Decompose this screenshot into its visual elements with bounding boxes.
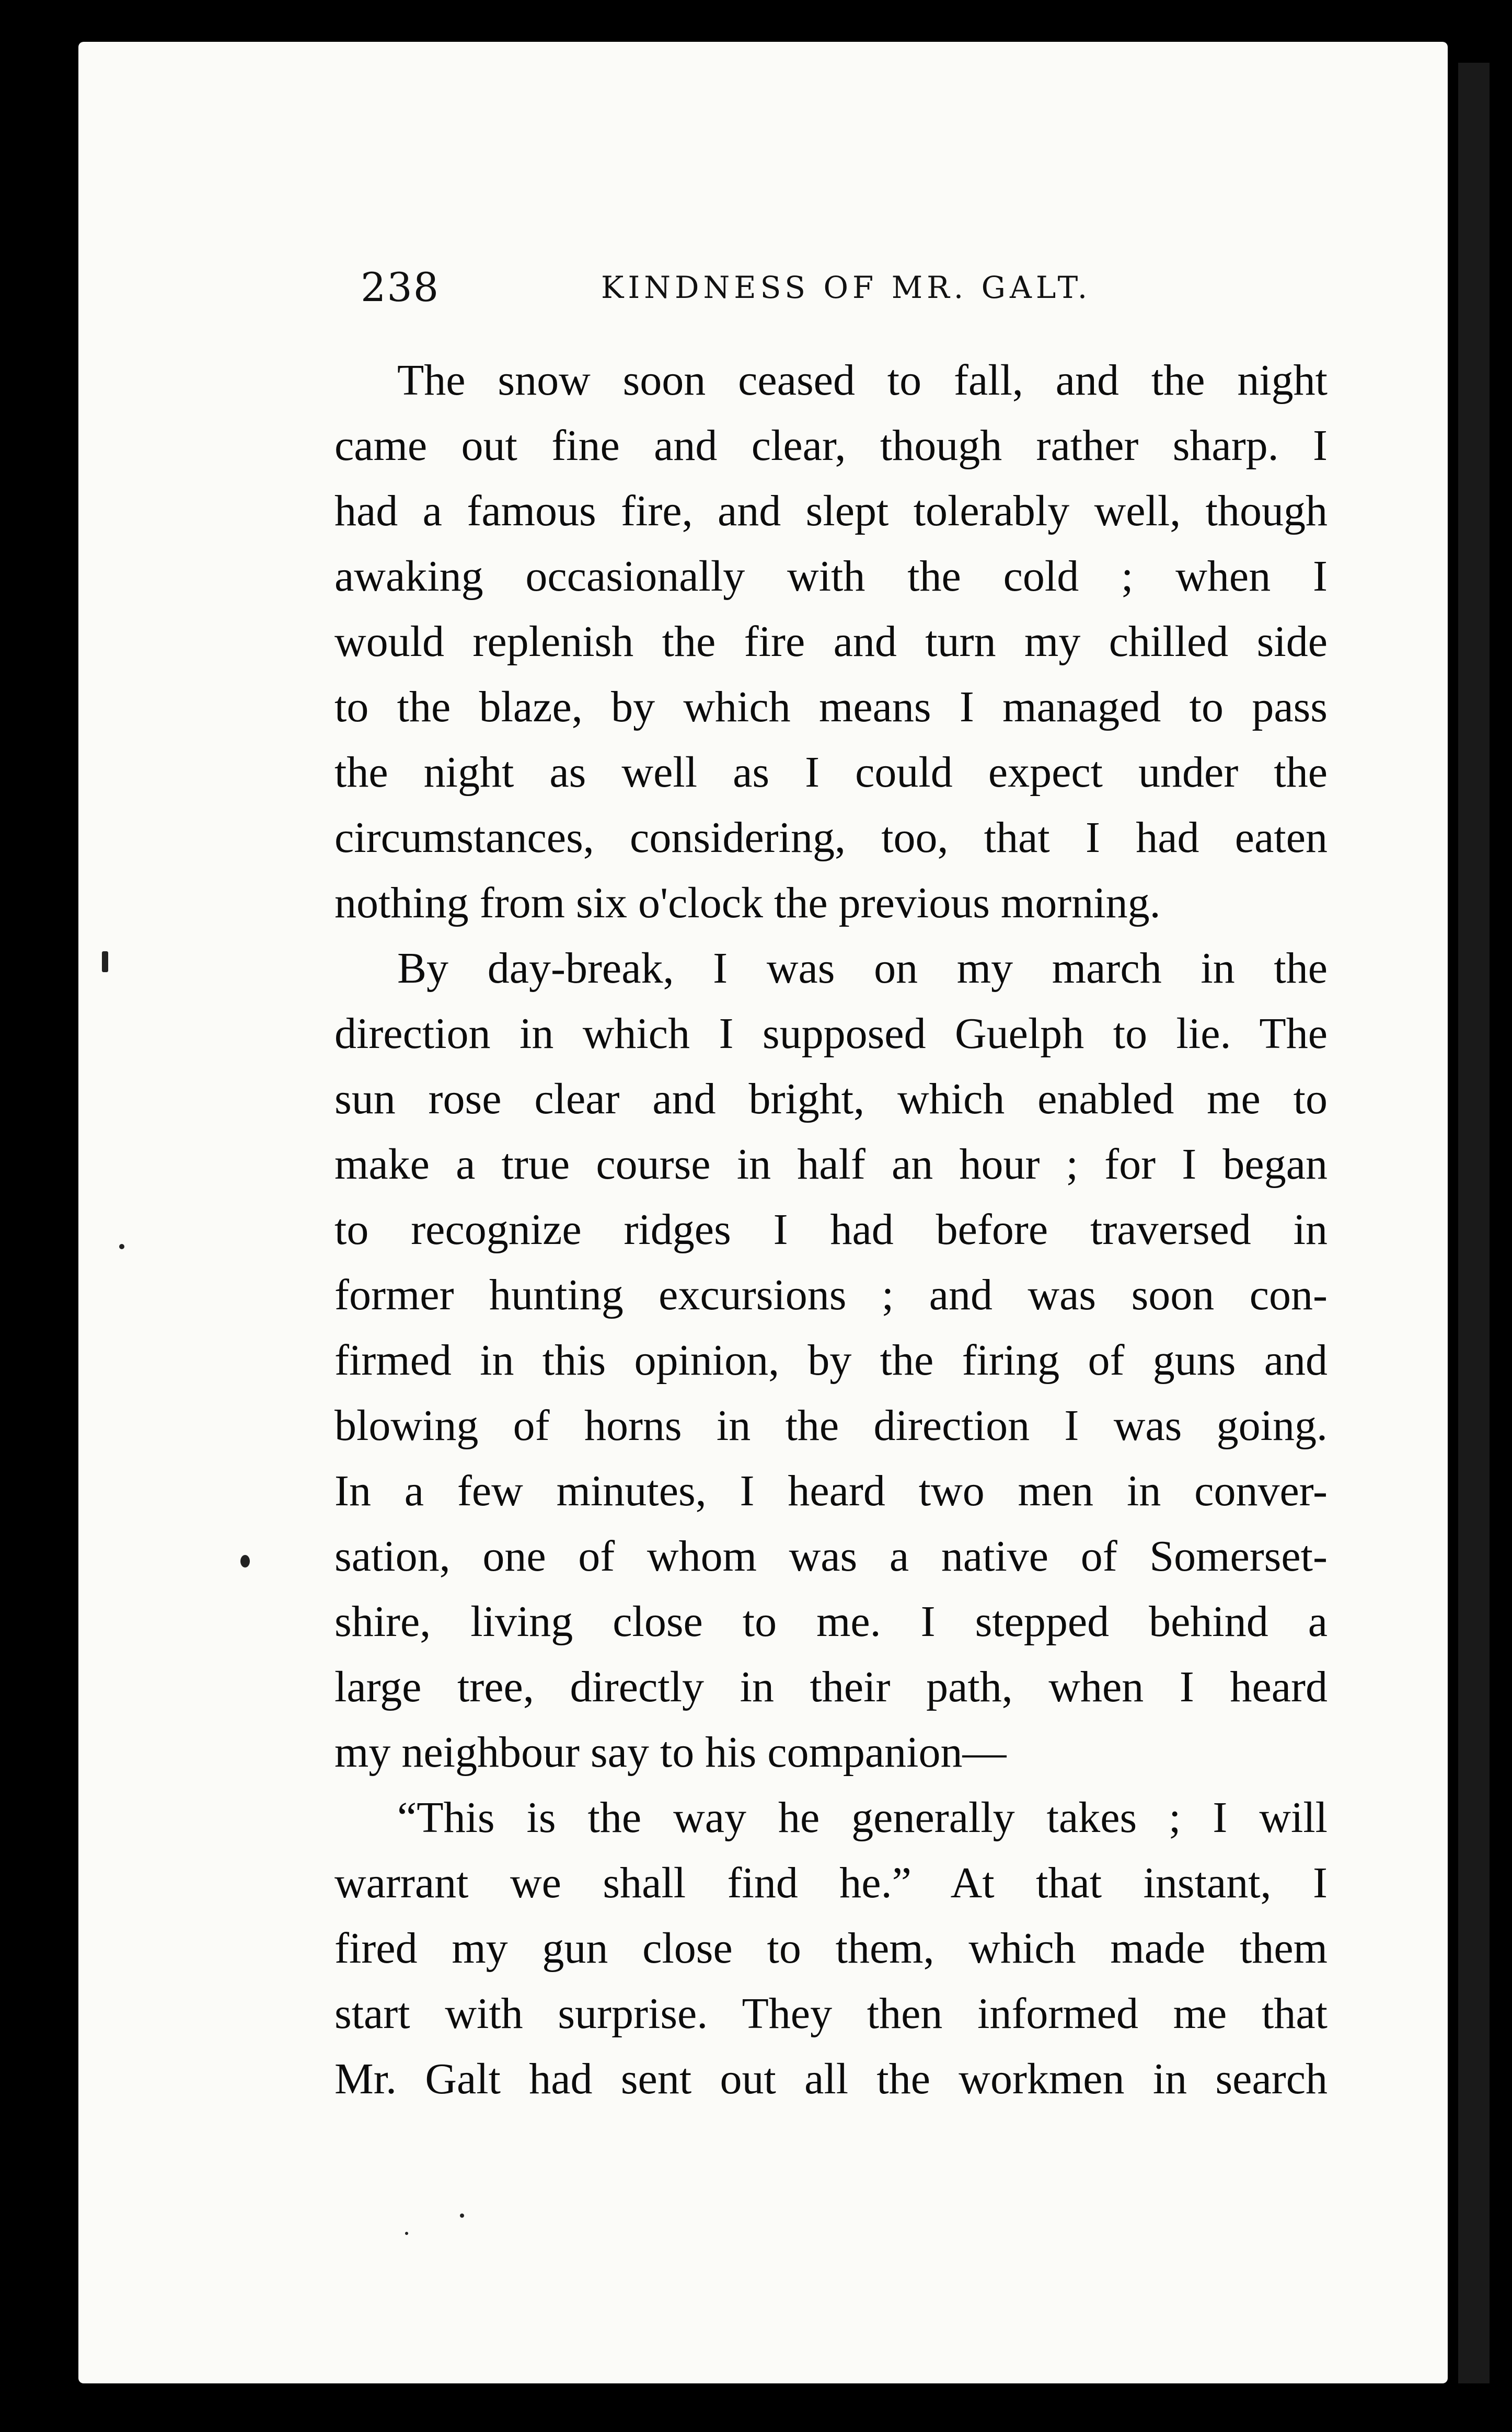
text-line: former hunting excursions ; and was soon con- xyxy=(334,1271,1328,1319)
scan-speck xyxy=(405,2232,408,2235)
text-line: to recognize ridges I had before traversed in xyxy=(334,1205,1328,1254)
text-line: the night as well as I could expect under the xyxy=(334,748,1328,797)
text-line: firmed in this opinion, by the firing of guns and xyxy=(334,1336,1328,1385)
scan-speck xyxy=(240,1555,250,1567)
text-line: sun rose clear and bright, which enabled me to xyxy=(334,1075,1328,1123)
body-text xyxy=(334,348,1328,2112)
text-line: The snow soon ceased to fall, and the night xyxy=(397,356,1328,405)
text-line: fired my gun close to them, which made them xyxy=(334,1924,1328,1973)
text-line: circumstances, considering, too, that I had eaten xyxy=(334,813,1328,862)
text-line: sation, one of whom was a native of Somerset- xyxy=(334,1532,1328,1581)
text-line: In a few minutes, I heard two men in conver- xyxy=(334,1467,1328,1515)
text-line: blowing of horns in the direction I was going. xyxy=(334,1401,1328,1450)
scan-speck xyxy=(119,1244,124,1249)
text-line: large tree, directly in their path, when I heard xyxy=(334,1663,1328,1711)
page-header xyxy=(361,259,1354,316)
text-line: shire, living close to me. I stepped behind a xyxy=(334,1597,1328,1646)
text-line: “This is the way he generally takes ; I will xyxy=(397,1793,1328,1842)
text-line: start with surprise. They then informed me that xyxy=(334,1989,1328,2038)
text-line: nothing from six o'clock the previous morning. xyxy=(334,879,1161,927)
text-line: Mr. Galt had sent out all the workmen in search xyxy=(334,2055,1328,2103)
text-line: direction in which I supposed Guelph to lie. The xyxy=(334,1009,1328,1058)
text-line: warrant we shall find he.” At that instant, I xyxy=(334,1859,1328,1907)
text-line: had a famous fire, and slept tolerably well, though xyxy=(334,487,1328,535)
paragraph-2 xyxy=(334,936,1328,1785)
text-line: my neighbour say to his companion— xyxy=(334,1728,1007,1777)
running-head: KINDNESS OF MR. GALT. xyxy=(601,270,1092,305)
paragraph-3 xyxy=(334,1785,1328,2112)
page-edge-strip xyxy=(1458,63,1490,2383)
text-line: By day-break, I was on my march in the xyxy=(397,944,1328,993)
scan-speck xyxy=(102,951,108,972)
page-number: 238 xyxy=(361,264,440,310)
scan-speck xyxy=(460,2214,464,2218)
text-line: came out fine and clear, though rather sharp. I xyxy=(334,421,1328,470)
text-line: to the blaze, by which means I managed to pass xyxy=(334,683,1328,731)
text-line: make a true course in half an hour ; for I began xyxy=(334,1140,1328,1189)
text-line: would replenish the fire and turn my chilled side xyxy=(334,617,1328,666)
text-line: awaking occasionally with the cold ; when I xyxy=(334,552,1328,601)
paragraph-1 xyxy=(334,348,1328,936)
